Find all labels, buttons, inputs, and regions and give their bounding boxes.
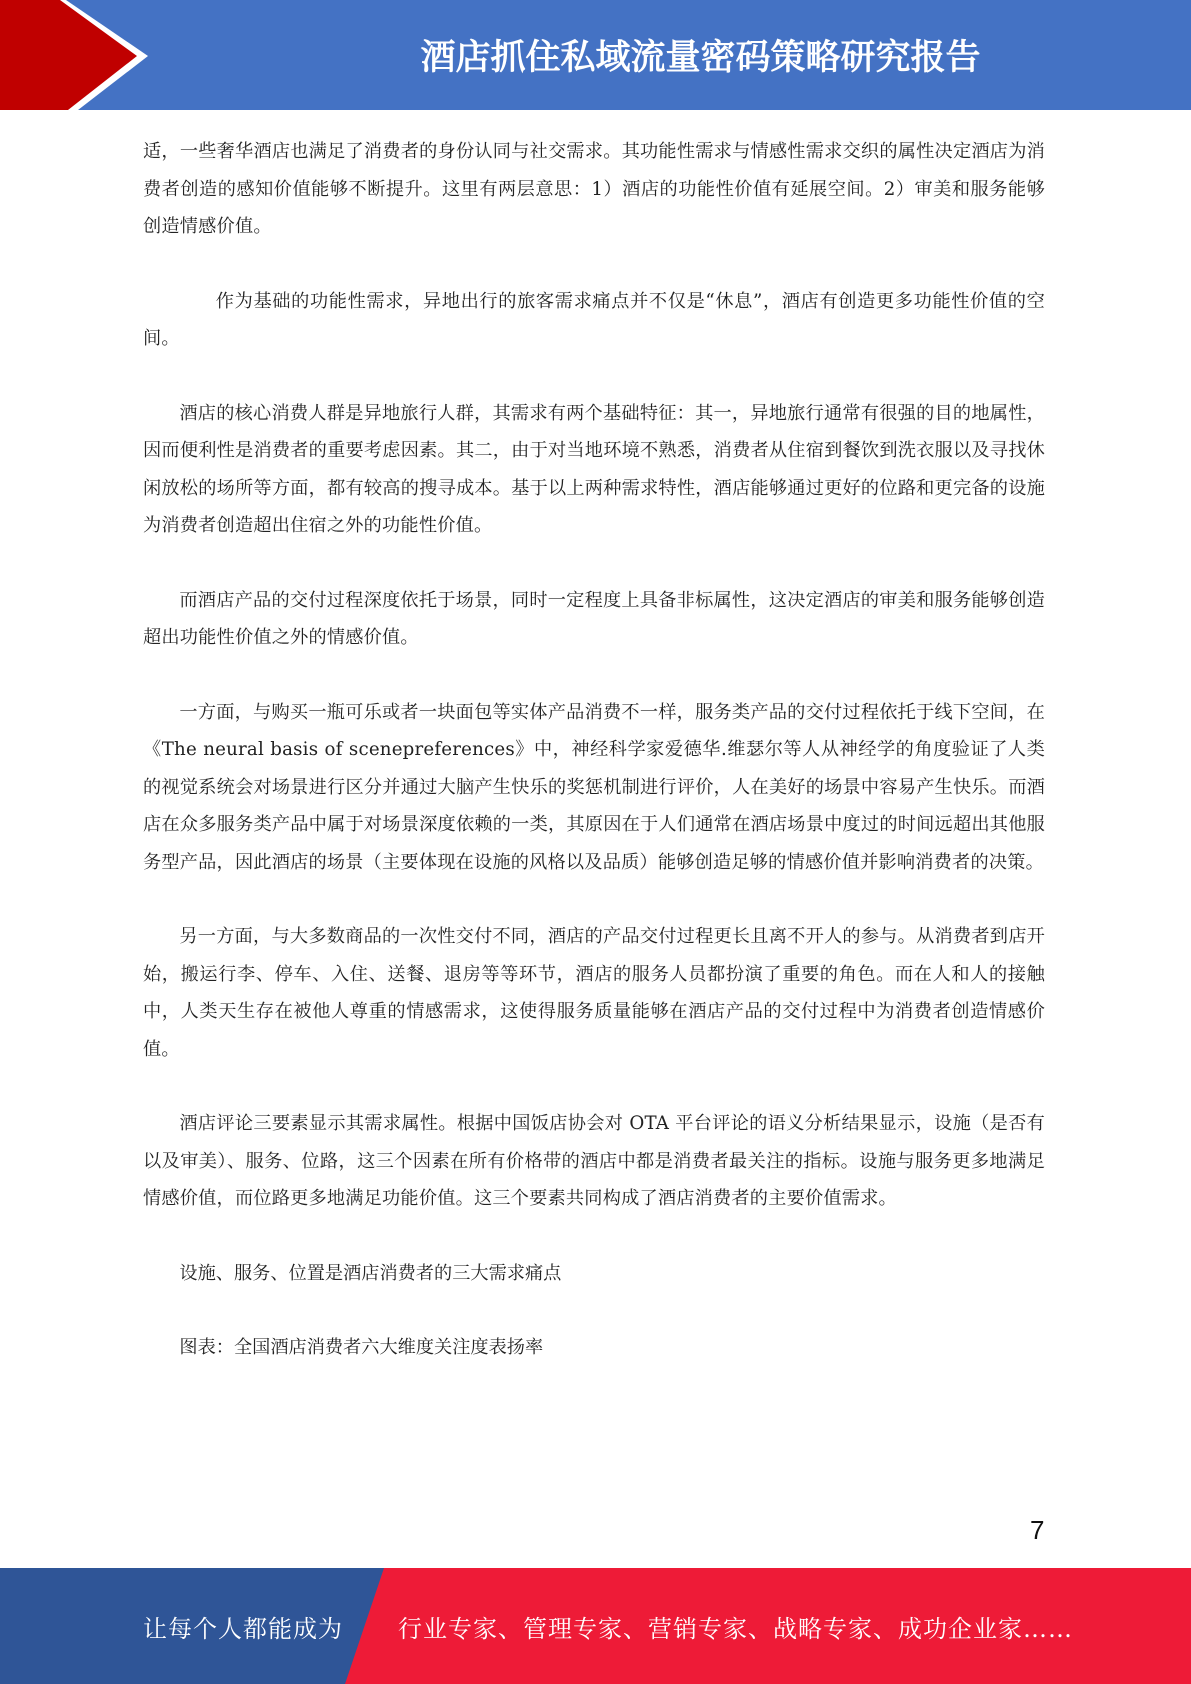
section-subheading: 设施、服务、位置是酒店消费者的三大需求痛点 (179, 1262, 562, 1284)
report-footer (0, 1568, 1191, 1684)
footer-slogan-right: 行业专家、管理专家、营销专家、战略专家、成功企业家…… (398, 1614, 1073, 1643)
footer-slogan-left: 让每个人都能成为 (143, 1614, 343, 1643)
paragraph: 而酒店产品的交付过程深度依托于场景，同时一定程度上具备非标属性，这决定酒店的审美和服务能够创造超出功能性价值之外的情感价值。 (143, 589, 1045, 648)
header-arrow-icon (0, 0, 160, 110)
paragraph: 另一方面，与大多数商品的一次性交付不同，酒店的产品交付过程更长且离不开人的参与。从消费者到店开始，搬运行李、停车、入住、送餐、退房等等环节，酒店的服务人员都扮演了重要的角色。而在人和人的接触中，人类天生存在被他人尊重的情感需求，这使得服务质量能够在酒店产品的交付过程中为消费者创造情感价值。 (143, 926, 1045, 1060)
paragraph: 一方面，与购买一瓶可乐或者一块面包等实体产品消费不一样，服务类产品的交付过程依托于线下空间，在《The neural basis of scenepreferences》中，神经科学家爱德华.维瑟尔等人从神经学的角度验证了人类的视觉系统会对场景进行区分并通过大脑产生快乐的奖惩机制进行评价，人在美好的场景中容易产生快乐。而酒店在众多服务类产品中属于对场景深度依赖的一类，其原因在于人们通常在酒店场景中度过的时间远超出其他服务型产品，因此酒店的场景（主要体现在设施的风格以及品质）能够创造足够的情感价值并影响消费者的决策。 (143, 701, 1045, 873)
report-header (0, 0, 1191, 110)
figure-caption: 图表：全国酒店消费者六大维度关注度表扬率 (179, 1337, 544, 1358)
document-body (143, 133, 1045, 1404)
page-number: 7 (1030, 1515, 1045, 1545)
paragraph: 适，一些奢华酒店也满足了消费者的身份认同与社交需求。其功能性需求与情感性需求交织的属性决定酒店为消费者创造的感知价值能够不断提升。这里有两层意思：1）酒店的功能性价值有延展空间。2）审美和服务能够创造情感价值。 (143, 141, 1045, 237)
paragraph: 酒店的核心消费人群是异地旅行人群，其需求有两个基础特征：其一，异地旅行通常有很强的目的地属性，因而便利性是消费者的重要考虑因素。其二，由于对当地环境不熟悉，消费者从住宿到餐饮到洗衣服以及寻找休闲放松的场所等方面，都有较高的搜寻成本。基于以上两种需求特性，酒店能够通过更好的位路和更完备的设施为消费者创造超出住宿之外的功能性价值。 (143, 402, 1045, 536)
paragraph: 酒店评论三要素显示其需求属性。根据中国饭店协会对 OTA 平台评论的语义分析结果显示，设施（是否有以及审美）、服务、位路，这三个因素在所有价格带的酒店中都是消费者最关注的指标。设施与服务更多地满足情感价值，而位路更多地满足功能价值。这三个要素共同构成了酒店消费者的主要价值需求。 (143, 1113, 1045, 1209)
paragraph: 作为基础的功能性需求，异地出行的旅客需求痛点并不仅是“休息”，酒店有创造更多功能性价值的空间。 (143, 290, 1045, 349)
report-title: 酒店抓住私域流量密码策略研究报告 (420, 38, 981, 78)
